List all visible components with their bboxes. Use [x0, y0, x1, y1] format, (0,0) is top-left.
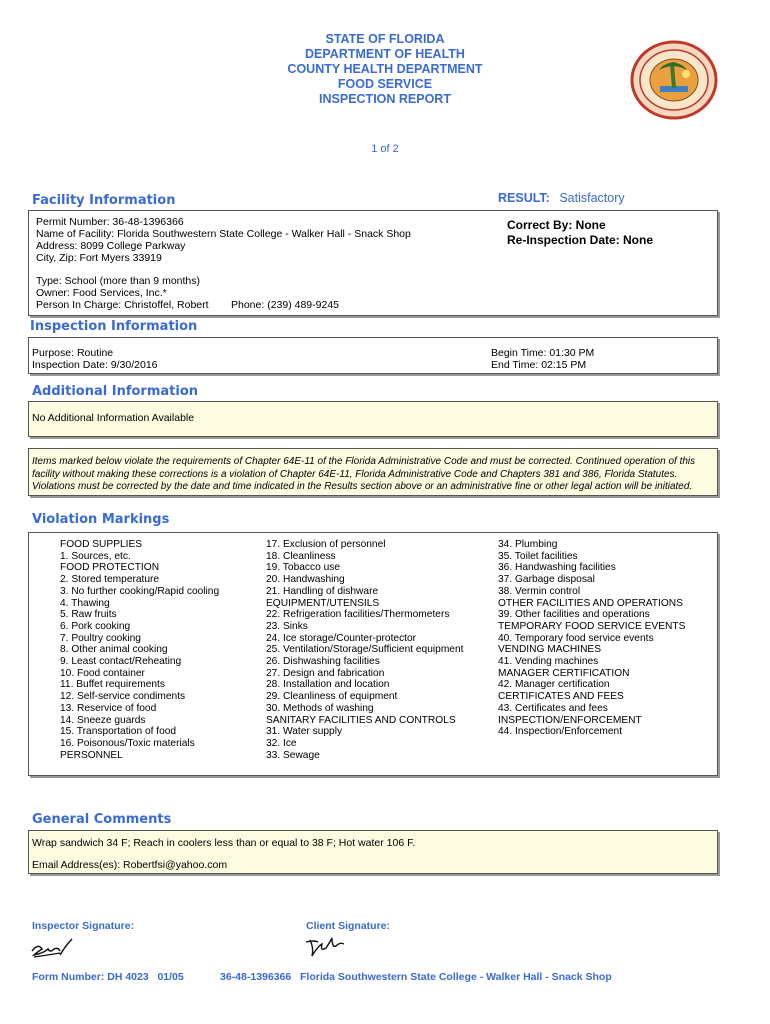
violation-item: 40. Temporary food service events — [498, 632, 654, 644]
violation-item: TEMPORARY FOOD SERVICE EVENTS — [498, 620, 686, 632]
result-label: RESULT: — [498, 191, 550, 205]
facility-type: Type: School (more than 9 months) — [36, 275, 200, 287]
violations-column-2 — [266, 539, 463, 761]
footer-permit-number: 36-48-1396366 — [220, 971, 292, 983]
violation-item: 15. Transportation of food — [60, 726, 177, 738]
page-number: 1 of 2 — [371, 143, 399, 155]
facility-extra — [36, 275, 209, 311]
violations-column-3 — [498, 539, 685, 738]
comments-section-title: General Comments — [32, 812, 172, 827]
violation-item: 26. Dishwashing facilities — [266, 656, 380, 668]
violation-item: 12. Self-service condiments — [60, 691, 186, 703]
violation-item: 32. Ice — [266, 737, 297, 749]
client-signature-label: Client Signature: — [306, 920, 391, 932]
violation-item: 44. Inspection/Enforcement — [498, 726, 623, 738]
inspection-left — [32, 347, 158, 371]
reinspection-date: Re-Inspection Date: None — [507, 232, 654, 247]
violation-item: 30. Methods of washing — [266, 702, 374, 714]
header-line: FOOD SERVICE — [337, 77, 433, 91]
violation-item: 27. Design and fabrication — [266, 667, 385, 679]
violation-item: 37. Garbage disposal — [498, 574, 595, 586]
violation-item: 14. Sneeze guards — [60, 714, 146, 726]
violation-item: 3. No further cooking/Rapid cooling — [60, 585, 220, 597]
violation-item: FOOD SUPPLIES — [60, 539, 143, 550]
comment-line: Wrap sandwich 34 F; Reach in coolers less than or equal to 38 F; Hot water 106 F. — [32, 837, 416, 849]
inspection-box — [28, 337, 718, 374]
inspector-signature-icon — [30, 937, 74, 961]
violation-item: 1. Sources, etc. — [60, 550, 131, 562]
notice-line: facility without making these corrections is a violation of Chapter 64E-11, Florida Administrative Code and Chapters 381 and 386, Florida Statutes. — [32, 468, 678, 480]
violation-item: 10. Food container — [60, 667, 145, 679]
footer-facility-name: Florida Southwestern State College - Walker Hall - Snack Shop — [300, 971, 612, 983]
facility-box — [28, 210, 718, 316]
end-time: End Time: 02:15 PM — [491, 359, 587, 371]
violation-item: 34. Plumbing — [498, 539, 558, 550]
notice-text — [32, 456, 714, 494]
header-line: STATE OF FLORIDA — [325, 32, 445, 46]
correction-info — [507, 218, 653, 247]
header-line: INSPECTION REPORT — [319, 92, 451, 106]
comments-box — [28, 830, 718, 874]
facility-owner: Owner: Food Services, Inc.* — [36, 287, 167, 299]
violation-item: EQUIPMENT/UTENSILS — [266, 597, 380, 609]
florida-state-seal-icon — [630, 40, 718, 120]
violation-item: 18. Cleanliness — [266, 550, 336, 562]
violation-item: 13. Reservice of food — [60, 702, 157, 714]
form-number: Form Number: DH 4023 01/05 — [32, 971, 184, 983]
violation-item: 7. Poultry cooking — [60, 632, 141, 644]
violation-item: 5. Raw fruits — [60, 609, 117, 621]
violations-box — [28, 532, 718, 776]
notice-line: Items marked below violate the requirements of Chapter 64E-11 of the Florida Administrative Code and must be corrected. Continued operation of this — [32, 456, 696, 467]
violation-item: 25. Ventilation/Storage/Sufficient equipment — [266, 644, 464, 656]
begin-time: Begin Time: 01:30 PM — [491, 347, 595, 359]
violation-item: 19. Tobacco use — [266, 562, 341, 574]
violation-item: 29. Cleanliness of equipment — [266, 691, 398, 703]
facility-phone: Phone: (239) 489-9245 — [231, 299, 339, 311]
violation-item: FOOD PROTECTION — [60, 562, 160, 574]
violation-item: 36. Handwashing facilities — [498, 562, 616, 574]
violation-item: 2. Stored temperature — [60, 574, 160, 586]
result — [498, 191, 625, 205]
client-signature-icon — [304, 936, 352, 960]
violation-item: 20. Handwashing — [266, 574, 345, 586]
additional-text: No Additional Information Available — [32, 412, 195, 424]
violation-item: CERTIFICATES AND FEES — [498, 691, 624, 703]
header-line: DEPARTMENT OF HEALTH — [305, 47, 465, 61]
inspection-section-title: Inspection Information — [30, 319, 198, 334]
violation-item: 41. Vending machines — [498, 656, 599, 668]
facility-city: City, Zip: Fort Myers 33919 — [36, 252, 162, 264]
additional-box — [28, 401, 718, 437]
violations-column-1 — [60, 539, 219, 761]
facility-address: Address: 8099 College Parkway — [36, 240, 186, 252]
violation-item: PERSONNEL — [60, 749, 123, 761]
violation-item: MANAGER CERTIFICATION — [498, 667, 630, 679]
permit-number: Permit Number: 36-48-1396366 — [36, 216, 184, 228]
notice-line: Violations must be corrected by the date and time indicated in the Results section above or an administrative fine or other legal action will be initiated. — [32, 481, 693, 492]
inspection-purpose: Purpose: Routine — [32, 347, 114, 359]
violation-item: 11. Buffet requirements — [60, 679, 165, 691]
additional-section-title: Additional Information — [32, 384, 199, 399]
violation-item: 43. Certificates and fees — [498, 702, 608, 714]
violation-item: 24. Ice storage/Counter-protector — [266, 632, 417, 644]
violation-item: INSPECTION/ENFORCEMENT — [498, 714, 642, 726]
email-line: Email Address(es): Robertfsi@yahoo.com — [32, 859, 228, 871]
violation-item: 33. Sewage — [266, 749, 320, 761]
violations-section-title: Violation Markings — [32, 512, 170, 527]
inspection-right — [491, 347, 594, 371]
violation-item: 8. Other animal cooking — [60, 644, 168, 656]
facility-section-title: Facility Information — [32, 193, 176, 208]
violation-item: VENDING MACHINES — [498, 644, 602, 656]
inspector-signature-label: Inspector Signature: — [32, 920, 135, 932]
facility-details — [36, 216, 411, 264]
violation-item: OTHER FACILITIES AND OPERATIONS — [498, 597, 683, 609]
violation-item: 42. Manager certification — [498, 679, 610, 691]
person-in-charge: Person In Charge: Christoffel, Robert — [36, 299, 209, 311]
violation-item: 22. Refrigeration facilities/Thermometers — [266, 609, 450, 621]
violation-item: 6. Pork cooking — [60, 620, 131, 632]
violation-item: 28. Installation and location — [266, 679, 390, 691]
result-value: Satisfactory — [559, 191, 625, 205]
facility-name: Name of Facility: Florida Southwestern State College - Walker Hall - Snack Shop — [36, 228, 411, 240]
violation-item: 9. Least contact/Reheating — [60, 656, 182, 668]
violation-item: 16. Poisonous/Toxic materials — [60, 737, 195, 749]
violation-item: 39. Other facilities and operations — [498, 609, 650, 621]
header-line: COUNTY HEALTH DEPARTMENT — [287, 62, 483, 76]
violation-item: 35. Toilet facilities — [498, 550, 578, 562]
violation-item: 23. Sinks — [266, 620, 308, 632]
violation-item: 17. Exclusion of personnel — [266, 539, 386, 550]
violation-item: 21. Handling of dishware — [266, 585, 379, 597]
violation-item: 4. Thawing — [60, 597, 110, 609]
violation-item: 31. Water supply — [266, 726, 343, 738]
violation-item: 38. Vermin control — [498, 585, 581, 597]
notice-box — [28, 448, 718, 496]
violation-item: SANITARY FACILITIES AND CONTROLS — [266, 714, 456, 726]
inspection-date: Inspection Date: 9/30/2016 — [32, 359, 158, 371]
correct-by: Correct By: None — [507, 218, 606, 232]
